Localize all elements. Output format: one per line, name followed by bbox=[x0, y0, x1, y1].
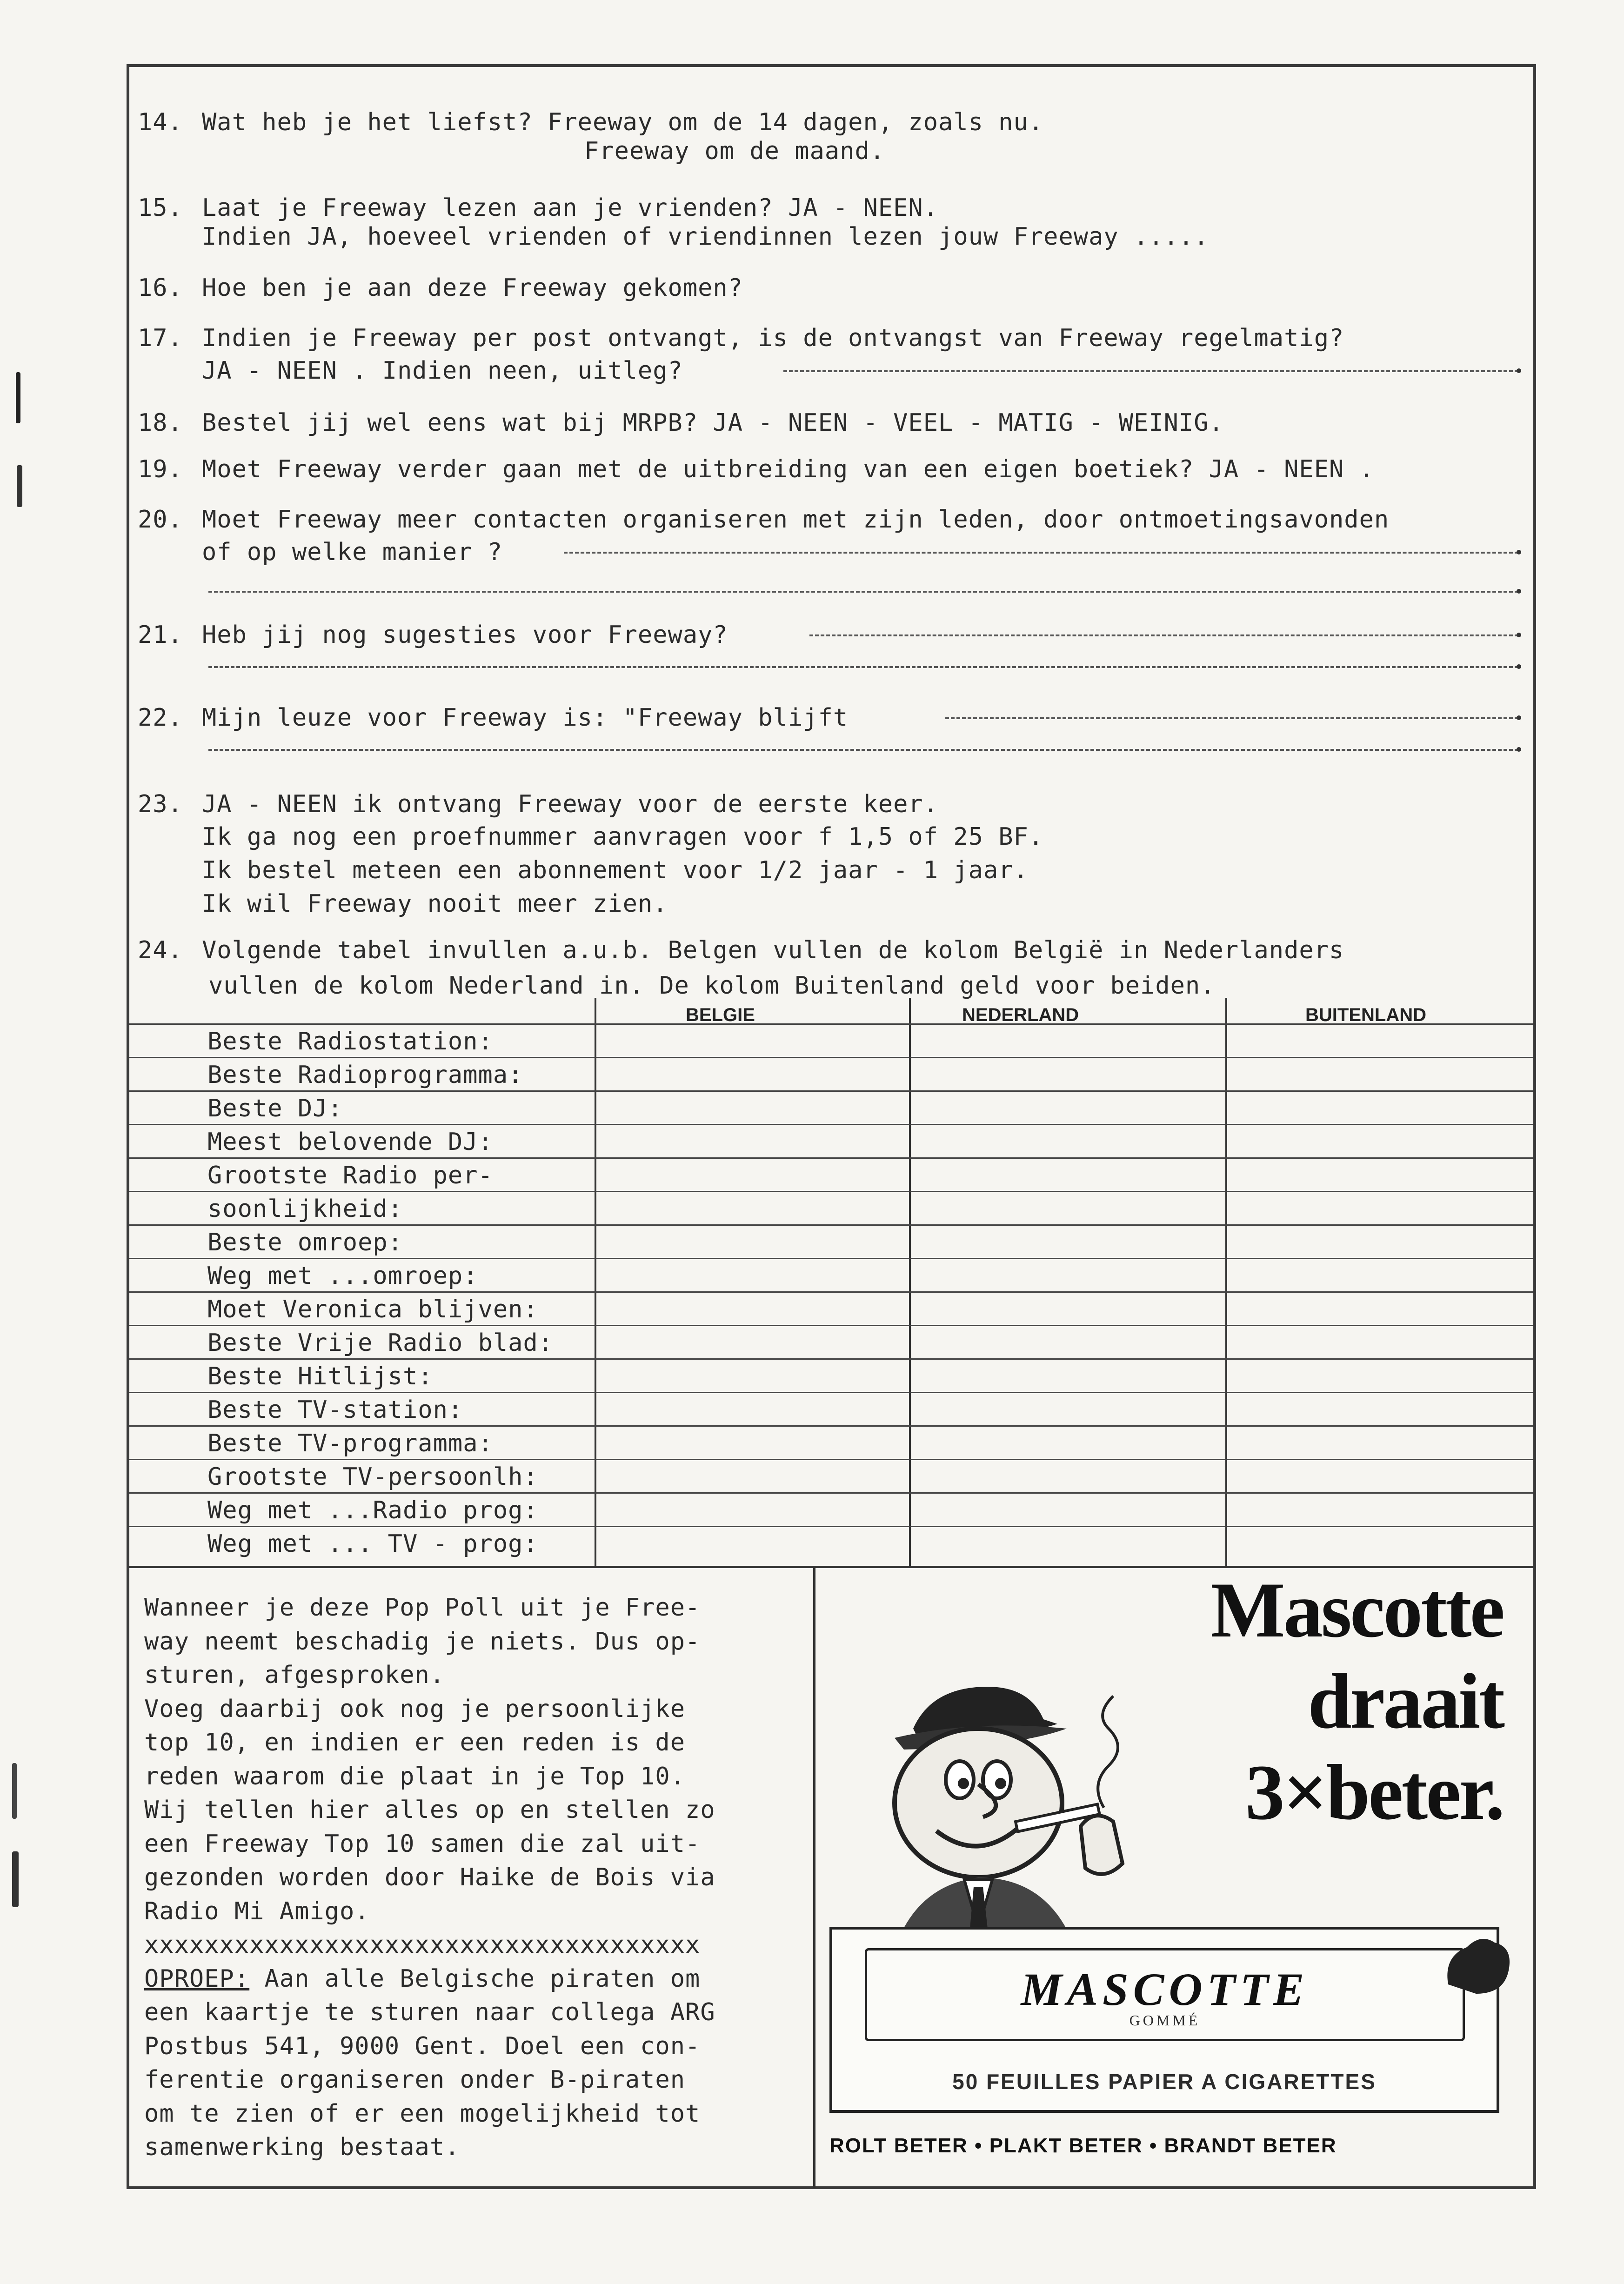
row-label: Beste DJ: bbox=[207, 1095, 343, 1122]
question-text: Moet Freeway verder gaan met de uitbreiding van een eigen boetiek? JA - NEEN . bbox=[202, 455, 1374, 483]
ad-headline: draait bbox=[1308, 1657, 1503, 1745]
question-text: Bestel jij wel eens wat bij MRPB? JA - NEEN - VEEL - MATIG - WEINIG. bbox=[202, 409, 1224, 437]
oproep-line: om te zien of er een mogelijkheid tot bbox=[144, 2099, 701, 2128]
answer-line[interactable] bbox=[783, 370, 1518, 372]
note-line: een Freeway Top 10 samen die zal uit- bbox=[144, 1830, 701, 1858]
hand-icon bbox=[1439, 1929, 1518, 1998]
question-number: 22. bbox=[138, 704, 183, 732]
table-row[interactable] bbox=[129, 1090, 1533, 1125]
column-header-belgie: BELGIE bbox=[686, 1005, 755, 1025]
question-14-option: Freeway om de maand. bbox=[584, 137, 885, 165]
row-label: Beste Vrije Radio blad: bbox=[207, 1329, 554, 1357]
question-22 bbox=[138, 701, 848, 735]
column-header-buitenland: BUITENLAND bbox=[1305, 1005, 1426, 1025]
question-20-line-2: of op welke manier ? bbox=[202, 538, 503, 566]
table-row[interactable] bbox=[129, 1124, 1533, 1159]
question-text: Heb jij nog sugesties voor Freeway? bbox=[202, 621, 728, 649]
row-label: Meest belovende DJ: bbox=[207, 1128, 493, 1156]
ad-headline: 3×beter. bbox=[1245, 1749, 1503, 1836]
question-number: 23. bbox=[138, 790, 183, 818]
table-row[interactable] bbox=[129, 1157, 1533, 1192]
row-label: soonlijkheid: bbox=[207, 1195, 403, 1223]
row-label: Beste omroep: bbox=[207, 1229, 403, 1256]
question-number: 17. bbox=[138, 324, 183, 352]
question-24-line-2: vullen de kolom Nederland in. De kolom Buitenland geld voor beiden. bbox=[208, 972, 1216, 1000]
question-text: Moet Freeway meer contacten organiseren met zijn leden, door ontmoetingsavonden bbox=[202, 506, 1390, 534]
note-line: reden waarom die plaat in je Top 10. bbox=[144, 1762, 686, 1790]
oproep-line: Aan alle Belgische piraten om bbox=[249, 1964, 701, 1993]
row-label: Weg met ...Radio prog: bbox=[207, 1496, 538, 1524]
table-row[interactable] bbox=[129, 1023, 1533, 1058]
row-label: Beste TV-station: bbox=[207, 1396, 463, 1424]
question-23-line-4: Ik wil Freeway nooit meer zien. bbox=[202, 890, 668, 918]
punch-mark bbox=[12, 1763, 17, 1819]
question-text: Indien je Freeway per post ontvangt, is de ontvangst van Freeway regelmatig? bbox=[202, 324, 1344, 352]
row-label: Grootste Radio per- bbox=[207, 1162, 493, 1189]
table-row[interactable] bbox=[129, 1291, 1533, 1326]
row-label: Grootste TV-persoonlh: bbox=[207, 1463, 538, 1491]
question-number: 20. bbox=[138, 506, 183, 534]
question-number: 16. bbox=[138, 274, 183, 302]
table-row[interactable] bbox=[129, 1358, 1533, 1393]
question-text: Wat heb je het liefst? Freeway om de 14 dagen, zoals nu. bbox=[202, 108, 1044, 136]
note-line: sturen, afgesproken. bbox=[144, 1661, 445, 1689]
answer-line[interactable] bbox=[208, 591, 1518, 593]
mascot-illustration-icon bbox=[862, 1668, 1197, 1966]
question-number: 15. bbox=[138, 194, 183, 222]
punch-mark bbox=[17, 465, 22, 507]
question-text: Mijn leuze voor Freeway is: "Freeway blijft bbox=[202, 704, 849, 732]
question-23 bbox=[138, 787, 938, 821]
ad-headline: Mascotte bbox=[1210, 1566, 1503, 1654]
row-label: Beste Radiostation: bbox=[207, 1028, 493, 1055]
oproep-line: Postbus 541, 9000 Gent. Doel een con- bbox=[144, 2032, 701, 2060]
answer-line[interactable] bbox=[809, 634, 1518, 636]
table-row[interactable] bbox=[129, 1258, 1533, 1293]
question-23-line-2: Ik ga nog een proefnummer aanvragen voor f 1,5 of 25 BF. bbox=[202, 823, 1044, 851]
question-15-line-2: Indien JA, hoeveel vrienden of vriendinnen lezen jouw Freeway ..... bbox=[202, 223, 1209, 251]
oproep-line: samenwerking bestaat. bbox=[144, 2133, 460, 2161]
pop-poll-note bbox=[144, 1591, 805, 2164]
question-21 bbox=[138, 618, 728, 652]
pack-label bbox=[865, 1948, 1465, 2041]
separator-line: xxxxxxxxxxxxxxxxxxxxxxxxxxxxxxxxxxxxx bbox=[144, 1931, 701, 1959]
question-text: Laat je Freeway lezen aan je vrienden? JA - NEEN. bbox=[202, 194, 939, 222]
question-19 bbox=[138, 452, 1374, 487]
oproep-line: een kaartje te sturen naar collega ARG bbox=[144, 1998, 715, 2026]
row-label: Weg met ... TV - prog: bbox=[207, 1530, 538, 1558]
answer-line[interactable] bbox=[208, 749, 1518, 751]
note-line: top 10, en indien er een reden is de bbox=[144, 1729, 686, 1756]
punch-mark bbox=[12, 1851, 19, 1907]
question-text: Volgende tabel invullen a.u.b. Belgen vullen de kolom België in Nederlanders bbox=[202, 936, 1344, 964]
oproep-label: OPROEP: bbox=[144, 1964, 250, 1993]
pack-brand: MASCOTTE bbox=[1021, 1963, 1309, 2015]
answer-line[interactable] bbox=[564, 552, 1518, 554]
question-text: JA - NEEN ik ontvang Freeway voor de eerste keer. bbox=[202, 790, 939, 818]
question-number: 19. bbox=[138, 455, 183, 483]
table-row[interactable] bbox=[129, 1492, 1533, 1527]
question-24 bbox=[138, 933, 1344, 968]
note-line: way neemt beschadig je niets. Dus op- bbox=[144, 1627, 701, 1656]
question-17 bbox=[138, 321, 1344, 355]
table-row[interactable] bbox=[129, 1392, 1533, 1427]
row-label: Beste TV-programma: bbox=[207, 1429, 493, 1457]
row-label: Moet Veronica blijven: bbox=[207, 1296, 538, 1323]
table-row[interactable] bbox=[129, 1425, 1533, 1460]
question-number: 18. bbox=[138, 409, 183, 437]
pack-brand-sub: GOMMÉ bbox=[1129, 2012, 1201, 2029]
row-label: Weg met ...omroep: bbox=[207, 1262, 478, 1290]
note-line: gezonden worden door Haike de Bois via bbox=[144, 1863, 715, 1891]
question-23-line-3: Ik bestel meteen een abonnement voor 1/2 jaar - 1 jaar. bbox=[202, 856, 1029, 884]
note-line: Wanneer je deze Pop Poll uit je Free- bbox=[144, 1594, 701, 1622]
column-header-nederland: NEDERLAND bbox=[962, 1005, 1079, 1025]
table-row[interactable] bbox=[129, 1191, 1533, 1226]
question-18 bbox=[138, 406, 1224, 440]
question-16 bbox=[138, 271, 743, 305]
mascotte-advertisement bbox=[813, 1566, 1536, 2188]
answer-line[interactable] bbox=[945, 717, 1518, 719]
table-row[interactable] bbox=[129, 1325, 1533, 1360]
question-17-line-2: JA - NEEN . Indien neen, uitleg? bbox=[202, 357, 683, 385]
question-number: 14. bbox=[138, 108, 183, 136]
row-label: Beste Hitlijst: bbox=[207, 1362, 433, 1390]
question-20 bbox=[138, 502, 1389, 537]
table-row[interactable] bbox=[129, 1526, 1533, 1561]
oproep-line: ferentie organiseren onder B-piraten bbox=[144, 2066, 686, 2094]
note-line: Wij tellen hier alles op en stellen zo bbox=[144, 1796, 715, 1824]
pack-description: 50 FEUILLES PAPIER A CIGARETTES bbox=[952, 2070, 1377, 2094]
table-row[interactable] bbox=[129, 1057, 1533, 1092]
answer-line[interactable] bbox=[208, 666, 1518, 668]
question-number: 21. bbox=[138, 621, 183, 649]
table-row[interactable] bbox=[129, 1224, 1533, 1259]
punch-mark bbox=[16, 372, 20, 423]
question-text: Hoe ben je aan deze Freeway gekomen? bbox=[202, 274, 743, 302]
ad-slogan: ROLT BETER • PLAKT BETER • BRANDT BETER bbox=[829, 2134, 1337, 2157]
note-line: Voeg daarbij ook nog je persoonlijke bbox=[144, 1695, 686, 1723]
table-row[interactable] bbox=[129, 1459, 1533, 1494]
question-number: 24. bbox=[138, 936, 183, 964]
cigarette-paper-pack bbox=[829, 1927, 1499, 2113]
row-label: Beste Radioprogramma: bbox=[207, 1061, 523, 1089]
note-line: Radio Mi Amigo. bbox=[144, 1897, 370, 1925]
